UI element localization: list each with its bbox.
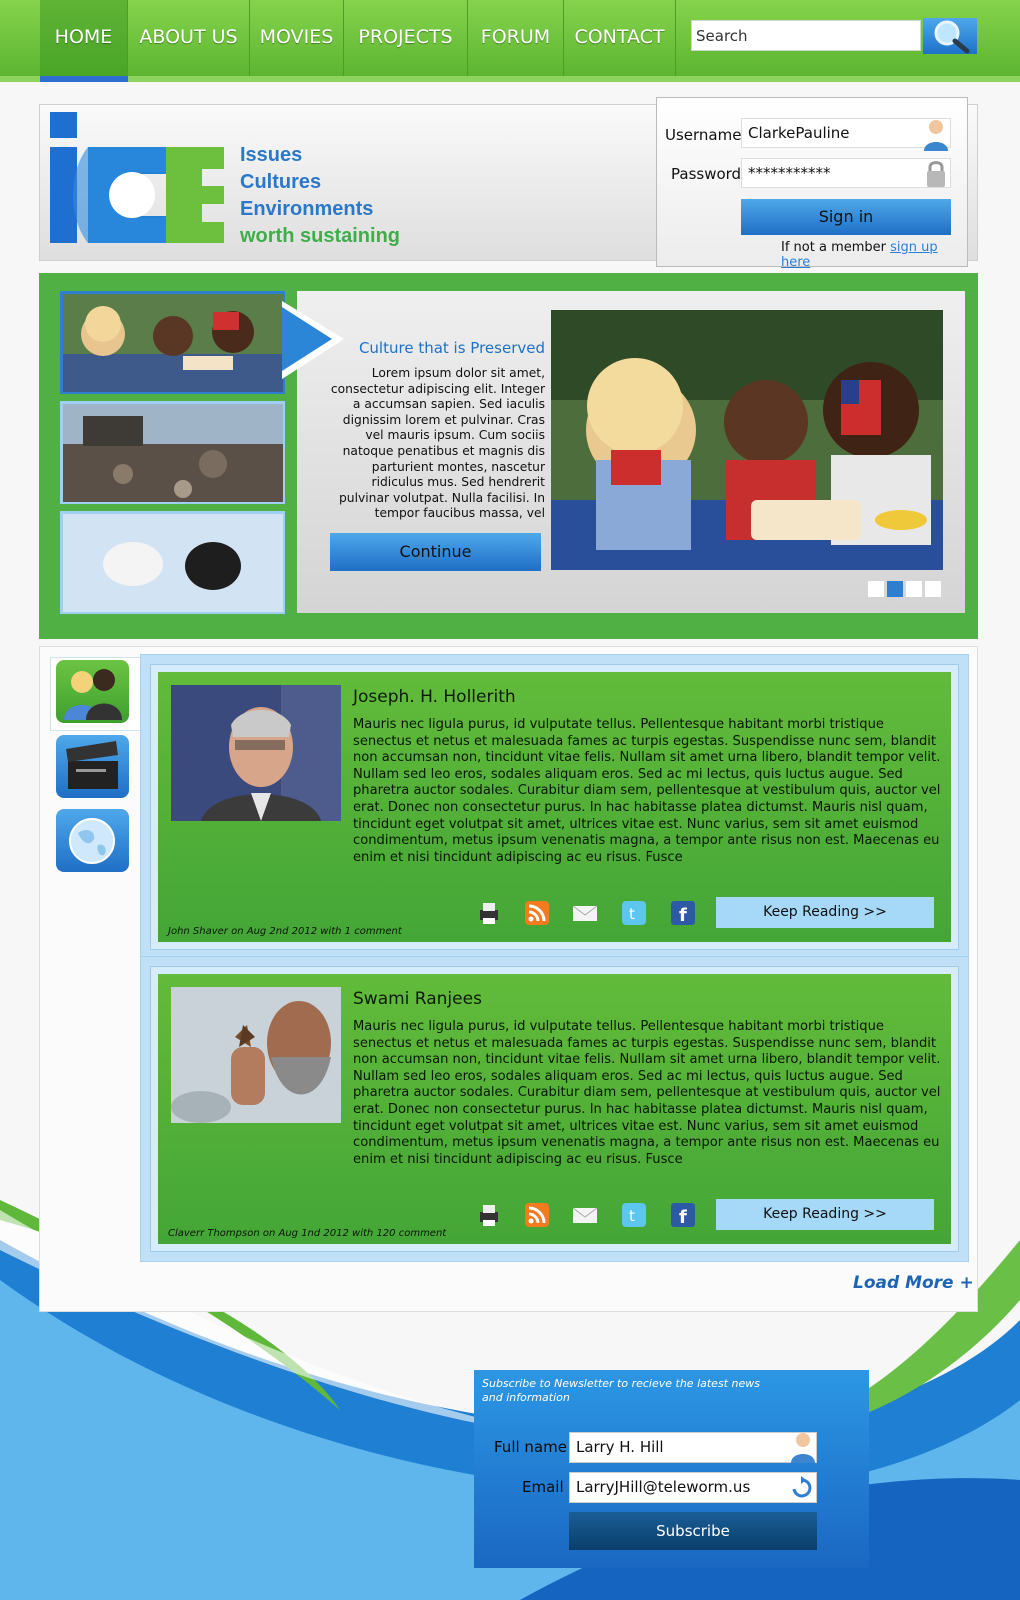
category-people[interactable] [56, 660, 129, 723]
email-value: LarryJHill@teleworm.us [576, 1478, 751, 1496]
not-member-text [781, 240, 967, 270]
email-field[interactable] [569, 1472, 817, 1503]
rss-icon[interactable] [524, 1202, 550, 1228]
category-global[interactable] [56, 809, 129, 872]
fullname-label: Full name [494, 1438, 567, 1456]
slider-thumb-children[interactable] [60, 291, 285, 394]
nav-active-indicator [40, 76, 128, 82]
user-icon [788, 1431, 816, 1463]
email-refresh-icon [788, 1475, 814, 1501]
tagline-issues: Issues [240, 144, 303, 166]
slider-dot[interactable] [925, 581, 941, 597]
load-more-link[interactable]: Load More + [853, 1273, 974, 1293]
keep-reading-button[interactable]: Keep Reading >> [716, 1199, 934, 1230]
sign-in-button[interactable]: Sign in [741, 199, 951, 235]
post-meta: John Shaver on Aug 2nd 2012 with 1 comment [168, 926, 402, 937]
username-value: ClarkePauline [748, 124, 850, 142]
post-frame [150, 966, 959, 1252]
username-field[interactable] [741, 118, 951, 148]
svg-text:t: t [629, 1207, 635, 1225]
rss-icon[interactable] [524, 900, 550, 926]
svg-text:f: f [679, 1207, 687, 1228]
keep-reading-button[interactable]: Keep Reading >> [716, 897, 934, 928]
slider-dot[interactable] [868, 581, 884, 597]
slider-dot[interactable] [887, 581, 903, 597]
svg-text:t: t [629, 905, 635, 923]
continue-button[interactable]: Continue [330, 533, 541, 571]
post-author-name: Swami Ranjees [353, 989, 482, 1009]
twitter-icon[interactable] [621, 900, 647, 926]
category-movies[interactable] [56, 735, 129, 798]
mail-icon[interactable] [572, 900, 598, 926]
username-label: Username [665, 126, 742, 144]
printer-icon[interactable] [476, 900, 502, 926]
tagline-environments: Environments [240, 198, 374, 220]
post-author-photo [171, 685, 341, 821]
subscribe-button[interactable]: Subscribe [569, 1512, 817, 1550]
slide-title: Culture that is Preserved [358, 339, 545, 357]
newsletter-intro: Subscribe to Newsletter to recieve the latest news and information [482, 1377, 760, 1404]
magnifier-icon [923, 18, 977, 54]
twitter-icon[interactable] [621, 1202, 647, 1228]
search-button[interactable] [923, 18, 977, 54]
facebook-icon[interactable] [670, 900, 696, 926]
newsletter-panel [474, 1370, 869, 1568]
slider-thumb-horses[interactable] [60, 511, 285, 614]
password-label: Password [671, 165, 742, 183]
facebook-icon[interactable] [670, 1202, 696, 1228]
login-panel [656, 97, 968, 270]
nav-about-us[interactable]: ABOUT US [128, 0, 250, 76]
search-input[interactable] [691, 20, 921, 51]
lock-icon [924, 159, 948, 189]
nav-home[interactable]: HOME [40, 0, 128, 76]
post-card [140, 654, 969, 960]
nav-forum[interactable]: FORUM [468, 0, 564, 76]
tagline-cultures: Cultures [240, 171, 322, 193]
ice-logo [48, 112, 228, 252]
fullname-field[interactable] [569, 1432, 817, 1463]
post-body [158, 672, 951, 942]
post-excerpt: Mauris nec ligula purus, id vulputate tellus. Pellentesque habitant morbi tristique senectus et netus et malesuada fames ac turpis egestas. Suspendisse nunc sem, blandit non accumsan non, tincidunt vitae felis. Nullam sit amet urna libero, blandit tempor velit. Nullam sed leo eros, sodales aliquam eros. Sed ac mi lectus, quis luctus augue. Sed pharetra auctor sodales. Curabitur diam sem, pellentesque at vestibulum quis, auctor vel erat. Donec non consectetur purus. In hac habitasse platea dictumst. Mauris nisl quam, tincidunt eget volutpat sit amet, ultrices vitae est. Nunc varius, sem sit amet euismod condimentum, metus ipsum venenatis magna, a tempor ante risus non est. Maecenas eu enim et nisi tincidunt adipiscing ac eu risus. Fusce [353, 717, 941, 865]
user-icon [920, 117, 950, 151]
top-navigation [0, 0, 1020, 82]
post-author-photo [171, 987, 341, 1123]
password-field[interactable] [741, 158, 951, 188]
mail-icon[interactable] [572, 1202, 598, 1228]
post-excerpt: Mauris nec ligula purus, id vulputate tellus. Pellentesque habitant morbi tristique senectus et netus et malesuada fames ac turpis egestas. Suspendisse nunc sem, blandit non accumsan non, tincidunt vitae felis. Nullam sit amet urna libero, blandit tempor velit. Nullam sed leo eros, sodales aliquam eros. Sed ac mi lectus, quis luctus augue. Sed pharetra auctor sodales. Curabitur diam sem, pellentesque at vestibulum quis, auctor vel erat. Donec non consectetur purus. In hac habitasse platea dictumst. Mauris nisl quam, tincidunt eget volutpat sit amet, ultrices vitae est. Nunc varius, sem sit amet euismod condimentum, metus ipsum venenatis magna, a tempor ante risus non est. Maecenas eu enim et nisi tincidunt adipiscing ac eu risus. Fusce [353, 1019, 941, 1167]
post-meta: Claverr Thompson on Aug 1nd 2012 with 120 comment [168, 1228, 447, 1239]
landfill-thumbnail [63, 404, 283, 502]
post-body [158, 974, 951, 1244]
nav-movies[interactable]: MOVIES [250, 0, 344, 76]
children-thumbnail [63, 294, 283, 392]
email-label: Email [522, 1478, 564, 1496]
post-frame [150, 664, 959, 950]
globe-icon [56, 809, 129, 872]
horses-thumbnail [63, 514, 283, 612]
slide-description: Lorem ipsum dolor sit amet, consectetur adipiscing elit. Integer a accumsan sapien. Sed iaculis dignissim lorem et pulvinar. Cras vel mauris ipsum. Cum sociis natoque penatibus et magnis dis parturient montes, nascetur ridiculus mus. Sed hendrerit pulvinar volutpat. Nulla facilisi. In tempor faucibus massa, vel [330, 366, 545, 521]
people-icon [56, 660, 129, 723]
clapperboard-icon [56, 735, 129, 798]
nav-projects[interactable]: PROJECTS [344, 0, 468, 76]
post-author-name: Joseph. H. Hollerith [353, 687, 516, 707]
slider-thumb-landfill[interactable] [60, 401, 285, 504]
sign-up-link[interactable]: sign up here [781, 240, 938, 270]
slider-dot[interactable] [906, 581, 922, 597]
slide-main-image [551, 310, 943, 570]
printer-icon[interactable] [476, 1202, 502, 1228]
nav-contact[interactable]: CONTACT [564, 0, 676, 76]
svg-text:f: f [679, 905, 687, 926]
tagline-worth-sustaining: worth sustaining [240, 225, 400, 247]
post-card [140, 956, 969, 1262]
fullname-value: Larry H. Hill [576, 1438, 664, 1456]
not-member-label: If not a member [781, 240, 886, 255]
password-value: *********** [748, 164, 831, 182]
